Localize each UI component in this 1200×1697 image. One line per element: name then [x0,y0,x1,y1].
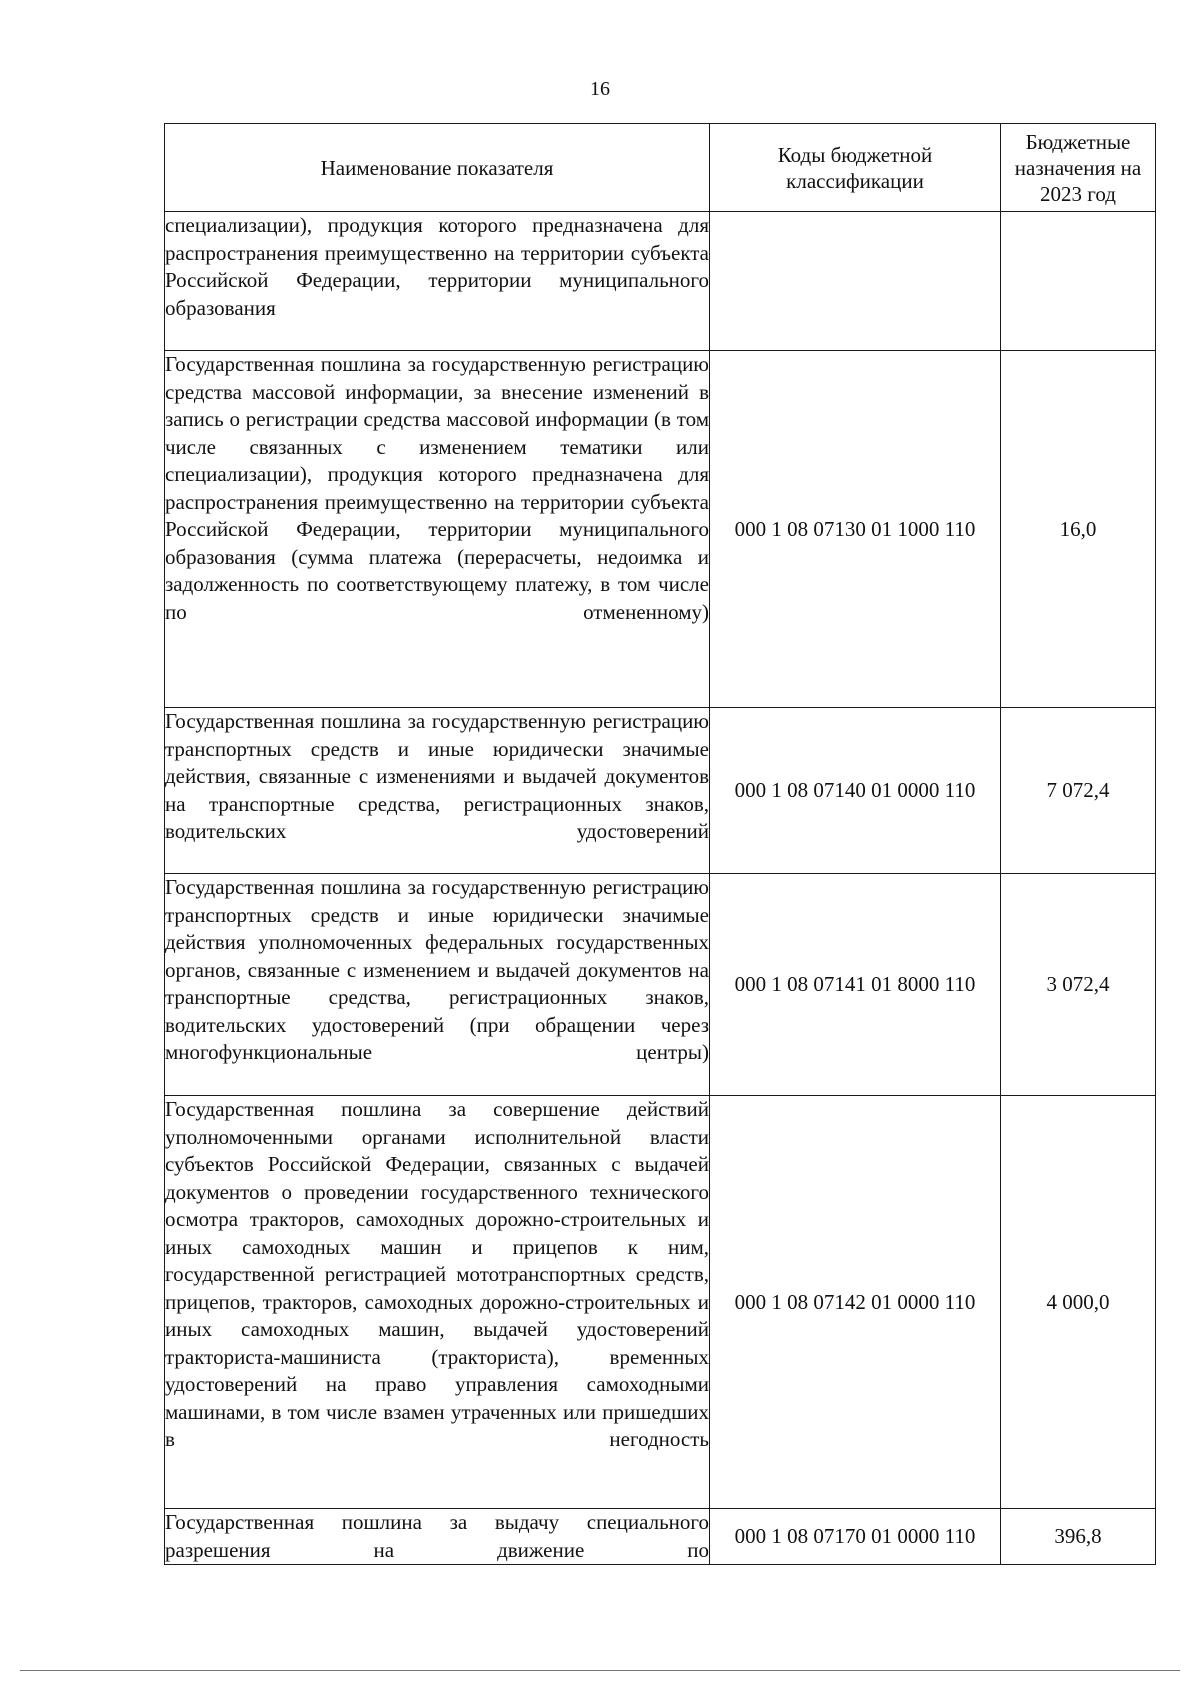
row-name: Государственная пошлина за выдачу специального разрешения на движение по [165,1510,709,1562]
row-amount: 7 072,4 [1001,708,1156,874]
row-code: 000 1 08 07170 01 0000 110 [710,1509,1001,1565]
row-name: специализации), продукция которого предназначена для распространения преимущественно на территории субъекта Российской Федерации, территории муниципального образования [165,213,709,320]
table-row [165,874,1156,1096]
row-code [710,212,1001,351]
row-code: 000 1 08 07140 01 0000 110 [710,708,1001,874]
row-code: 000 1 08 07142 01 0000 110 [710,1096,1001,1509]
table-header-row [165,124,1156,212]
page-bottom-rule [20,1670,1180,1671]
row-amount: 16,0 [1001,351,1156,708]
row-amount: 3 072,4 [1001,874,1156,1096]
row-name-cell [165,212,710,351]
row-name: Государственная пошлина за государственную регистрацию транспортных средств и иные юридически значимые действия уполномоченных федеральных государственных органов, связанные с изменением и выдачей документов на транспортные средства, регистрационных знаков, водительских удостоверений (при обращении через многофункциональные центры) [165,875,709,1064]
row-name-cell [165,1096,710,1509]
table-row [165,1509,1156,1565]
table-row [165,212,1156,351]
table-row [165,708,1156,874]
row-name-cell [165,874,710,1096]
budget-table [164,123,1156,1565]
header-code: Коды бюджетной классификации [710,124,1001,212]
row-code: 000 1 08 07130 01 1000 110 [710,351,1001,708]
row-amount: 4 000,0 [1001,1096,1156,1509]
table-row [165,351,1156,708]
header-name: Наименование показателя [165,124,710,212]
row-amount: 396,8 [1001,1509,1156,1565]
row-name: Государственная пошлина за совершение действий уполномоченными органами исполнительной власти субъектов Российской Федерации, связанных с выдачей документов о проведении государственного технического осмотра тракторов, самоходных дорожно-строительных и иных самоходных машин и прицепов к ним, государственной регистрацией мототранспортных средств, прицепов, тракторов, самоходных дорожно-строительных и иных самоходных машин, выдачей удостоверений тракториста-машиниста (тракториста), временных удостоверений на право управления самоходными машинами, в том числе взамен утраченных или пришедших в негодность [165,1097,709,1451]
table-row [165,1096,1156,1509]
header-amount: Бюджетные назначения на 2023 год [1001,124,1156,212]
page-number: 16 [590,78,610,100]
row-name: Государственная пошлина за государственную регистрацию средства массовой информации, за внесение изменений в запись о регистрации средства массовой информации (в том числе связанных с изменением тематики или специализации), продукция которого предназначена для распространения преимущественно на территории субъекта Российской Федерации, территории муниципального образования (сумма платежа (перерасчеты, недоимка и задолженность по соответствующему платежу, в том числе по отмененному) [165,352,709,624]
row-name: Государственная пошлина за государственную регистрацию транспортных средств и иные юридически значимые действия, связанные с изменениями и выдачей документов на транспортные средства, регистрационных знаков, водительских удостоверений [165,709,709,843]
row-name-cell [165,708,710,874]
row-code: 000 1 08 07141 01 8000 110 [710,874,1001,1096]
row-amount [1001,212,1156,351]
row-name-cell [165,351,710,708]
row-name-cell [165,1509,710,1565]
